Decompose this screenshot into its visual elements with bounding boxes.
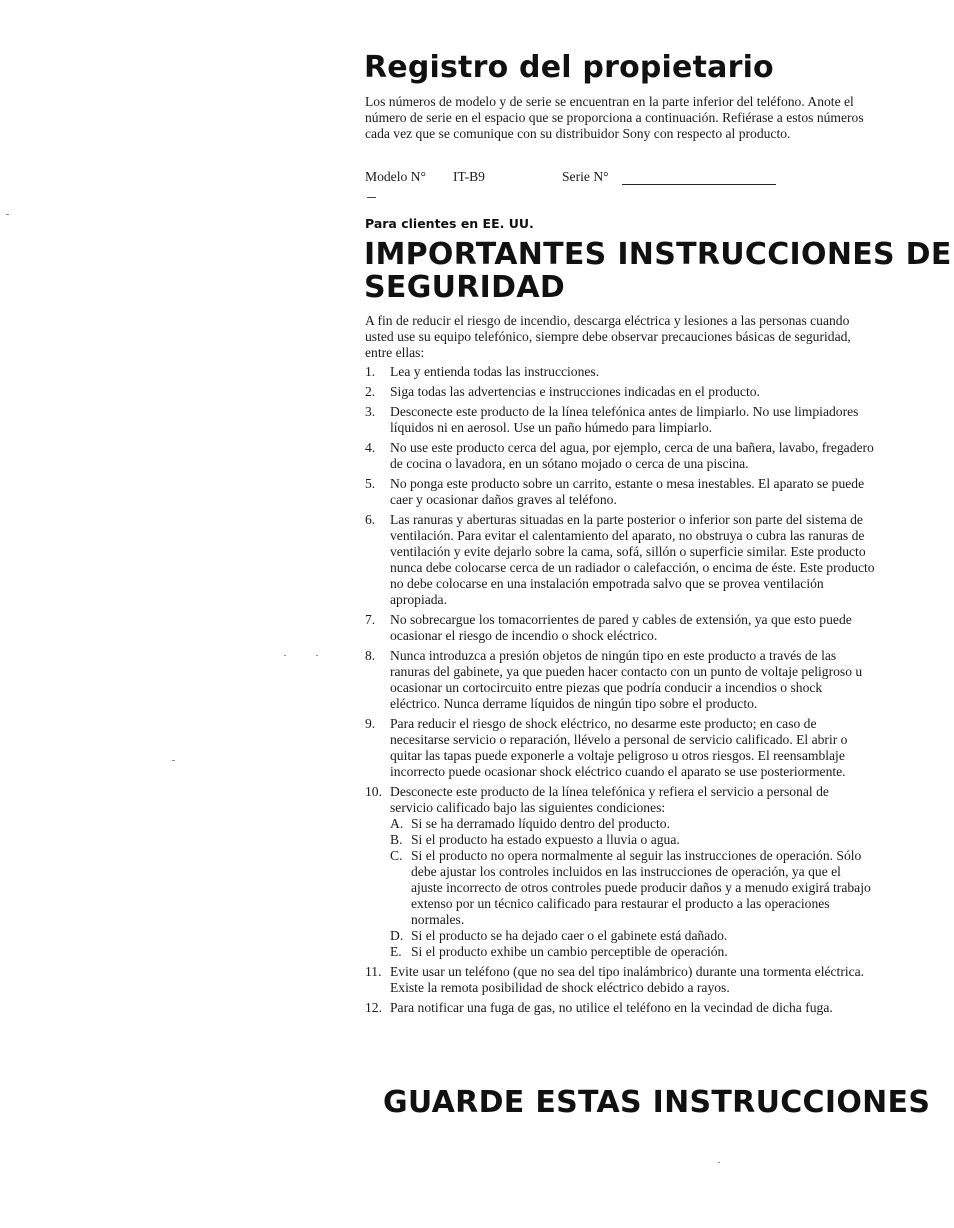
item-number: 3.	[365, 404, 376, 419]
sub-item-letter: C.	[390, 848, 403, 863]
item-text: Desconecte este producto de la línea telefónica antes de limpiarlo. No use limpiadores líquidos ni en aerosol. Use un paño húmedo para limpiarlo.	[390, 404, 859, 435]
scan-mark	[367, 197, 376, 198]
item-number: 4.	[365, 440, 376, 455]
list-item	[365, 404, 875, 436]
sub-item-text: Si el producto se ha dejado caer o el gabinete está dañado.	[411, 928, 728, 943]
service-conditions-list	[390, 816, 875, 960]
list-item	[365, 612, 875, 644]
sub-list-item	[390, 944, 875, 960]
sub-list-item	[390, 832, 875, 848]
item-number: 6.	[365, 512, 376, 527]
list-item	[365, 648, 875, 712]
sub-list-item	[390, 928, 875, 944]
item-number: 5.	[365, 476, 376, 491]
item-text: Evite usar un teléfono (que no sea del tipo inalámbrico) durante una tormenta eléctrica. Existe la remota posibilidad de shock eléctrico debido a rayos.	[390, 964, 865, 995]
customers-label: Para clientes en EE. UU.	[365, 216, 534, 231]
list-item	[365, 512, 875, 608]
item-number: 11.	[365, 964, 382, 979]
item-text: Para reducir el riesgo de shock eléctrico, no desarme este producto; en caso de necesitarse servicio o reparación, llévelo a personal de servicio calificado. El abrir o quitar las tapas puede exponerle a voltaje peligroso u otros riesgos. El reensamblaje incorrecto puede ocasionar shock eléctrico cuando el aparato se use posteriormente.	[390, 716, 848, 779]
sub-item-letter: E.	[390, 944, 402, 959]
sub-item-text: Si el producto exhibe un cambio perceptible de operación.	[411, 944, 728, 959]
item-text: Para notificar una fuga de gas, no utilice el teléfono en la vecindad de dicha fuga.	[390, 1000, 833, 1015]
list-item	[365, 384, 875, 400]
sub-item-text: Si se ha derramado líquido dentro del producto.	[411, 816, 670, 831]
sub-item-text: Si el producto no opera normalmente al seguir las instrucciones de operación. Sólo debe ajustar los controles incluidos en las instrucciones de operación, ya que el ajuste incorrecto de otros controles puede producir daños y a menudo exigirá trabajo extenso por un técnico calificado para restaurar el producto a las operaciones normales.	[411, 848, 871, 927]
scan-speck	[6, 214, 9, 215]
sub-item-text: Si el producto ha estado expuesto a lluvia o agua.	[411, 832, 680, 847]
safety-instructions-list	[365, 364, 875, 1020]
safety-intro: A fin de reducir el riesgo de incendio, descarga eléctrica y lesiones a las personas cuando usted use su equipo telefónico, siempre debe observar precauciones básicas de seguridad, entre ellas:	[365, 313, 851, 360]
sub-list-item	[390, 816, 875, 832]
item-text: Lea y entienda todas las instrucciones.	[390, 364, 600, 379]
serial-number-blank	[622, 184, 776, 185]
item-number: 12.	[365, 1000, 382, 1015]
item-text: No ponga este producto sobre un carrito, estante o mesa inestables. El aparato se puede caer y ocasionar daños graves al teléfono.	[390, 476, 865, 507]
scan-speck	[172, 760, 175, 761]
item-text: No sobrecargue los tomacorrientes de pared y cables de extensión, ya que esto puede ocasionar el riesgo de incendio o shock eléctrico.	[390, 612, 852, 643]
sub-item-letter: B.	[390, 832, 403, 847]
list-item	[365, 964, 875, 996]
owner-record-title: Registro del propietario	[364, 50, 774, 85]
serial-label: Serie N°	[562, 169, 609, 184]
sub-list-item	[390, 848, 875, 928]
list-item	[365, 1000, 875, 1016]
item-number: 2.	[365, 384, 376, 399]
sub-item-letter: D.	[390, 928, 404, 943]
model-value: IT-B9	[453, 169, 485, 184]
scan-speck	[718, 1162, 720, 1163]
list-item	[365, 440, 875, 472]
item-text: Desconecte este producto de la línea telefónica y refiera el servicio a personal de servicio calificado bajo las siguientes condiciones:	[390, 784, 829, 815]
scan-speck	[316, 655, 318, 656]
safety-title: IMPORTANTES INSTRUCCIONES DE SEGURIDAD	[364, 237, 952, 305]
model-serial-line	[365, 169, 609, 185]
model-label: Modelo N°	[365, 169, 426, 184]
item-number: 10.	[365, 784, 382, 799]
item-text: Las ranuras y aberturas situadas en la parte posterior o inferior son parte del sistema de ventilación. Para evitar el calentamiento del aparato, no obstruya o cubra las ranuras de ventilación y evite dejarlo sobre la cama, sofá, sillón o superficie similar. Este producto nunca debe colocarse cerca de un radiador o calefacción, o encima de éste. Este producto no debe colocarse en una instalación empotrada salvo que se provea ventilación apropiada.	[390, 512, 875, 607]
item-text: Siga todas las advertencias e instrucciones indicadas en el producto.	[390, 384, 760, 399]
item-text: No use este producto cerca del agua, por ejemplo, cerca de una bañera, lavabo, fregadero de cocina o lavadora, en un sótano mojado o cerca de una piscina.	[390, 440, 874, 471]
list-item	[365, 364, 875, 380]
owner-record-intro: Los números de modelo y de serie se encuentran en la parte inferior del teléfono. Anote el número de serie en el espacio que se proporciona a continuación. Refiérase a estos números cada vez que se comunique con su distribuidor Sony con respecto al producto.	[365, 94, 864, 141]
scan-speck	[284, 655, 286, 656]
list-item	[365, 716, 875, 780]
sub-item-letter: A.	[390, 816, 404, 831]
list-item	[365, 784, 875, 960]
list-item	[365, 476, 875, 508]
item-number: 8.	[365, 648, 376, 663]
save-instructions-title: GUARDE ESTAS INSTRUCCIONES	[383, 1085, 931, 1120]
item-text: Nunca introduzca a presión objetos de ningún tipo en este producto a través de las ranuras del gabinete, ya que pueden hacer contacto con un punto de voltaje peligroso u ocasionar un cortocircuito entre piezas que podría conducir a incendios o shock eléctrico. Nunca derrame líquidos de ningún tipo sobre el producto.	[390, 648, 863, 711]
item-number: 1.	[365, 364, 376, 379]
item-number: 9.	[365, 716, 376, 731]
item-number: 7.	[365, 612, 376, 627]
